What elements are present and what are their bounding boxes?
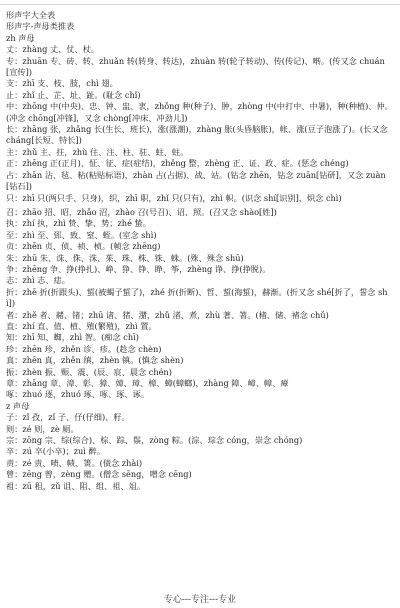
entry-line: 知：zhī 知、蜘，zhì 智。(痴念 chī) — [6, 332, 139, 343]
entry-line: 责：zé 责、啧、帻、箦。(债念 zhài) — [6, 457, 143, 468]
entry-line: 曾：zēng 曾，zèng 赠。(僧念 sēng，噌念 cēng) — [6, 469, 192, 480]
entry-line: 主：zhǔ 主、拄，zhù 住、注、柱、驻、蛀、蛀。 — [6, 146, 189, 157]
document-title: 形声字大全表 — [6, 10, 56, 20]
entry-line: 执：zhí 执，zhì 贽、挚、势；zhé 蛰。 — [6, 218, 151, 229]
entry-line: 祖：zū 租，zǔ 诅、阻、组、祖、俎。 — [6, 480, 146, 491]
entry-line: 者：zhě 者、赭、锗；zhū 诸、猪、潴，zhǔ 渚、煮，zhù 著、箸。(楮、储、褚念 chǔ) — [6, 309, 329, 320]
entry-line: 召：zhāo 招、昭，zhǎo 沼，zhào 召(号召)、诏、照。(召又念 shào[姓]) — [6, 206, 277, 217]
entry-line: 至：zhì 至、郅、致、窒、蛭。(室念 shì) — [6, 229, 157, 240]
entry-line: 支：zhī 支、枝、肢，chì 翅。 — [6, 78, 118, 89]
entry-line: 真：zhēn 真，zhěn 缜，zhèn 镇。(慎念 shèn) — [6, 355, 184, 366]
document-content — [6, 10, 394, 492]
entry-line: 志：zhì 志、痣。 — [6, 275, 70, 286]
entry-line: 专：zhuān 专、砖、转、zhuǎn 转(转身、转达)，zhuàn 转(轮子转动)、传(传记)、啭。(传又念 chuán[宣传]) — [6, 55, 385, 78]
entry-line: 则：zé 则，zè 厕。 — [6, 423, 79, 434]
entry-line: 子：zǐ 孜，zǐ 子、仔(仔细)、籽。 — [6, 412, 130, 423]
entry-line: 卒：zú 卒(小卒)；zuì 醉。 — [6, 446, 105, 457]
document-footer: 专心---专注---专业 — [163, 595, 237, 605]
entry-line: 珍：zhēn 珍，zhěn 诊、疹。(趁念 chèn) — [6, 343, 162, 354]
entry-line: 直：zhí 直、值、植、殖(繁殖)，zhì 置。 — [6, 320, 157, 331]
section-zh-2 — [6, 207, 394, 401]
entry-line: 丈：zhàng 丈、仗、杖。 — [6, 44, 100, 55]
entry-line: 宗：zōng 宗、综(综合)、棕、踪、鬃，zòng 粽。(淙、琮念 cóng，崇念 chóng) — [6, 435, 303, 446]
top-divider — [0, 4, 400, 5]
entry-line: 止：zhǐ 止、芷、址、趾。(耻念 chǐ) — [6, 89, 141, 100]
section-z — [6, 401, 394, 492]
entry-line: 只：zhī 只(两只手、只身)，织，zhī 职，zhǐ 只(只有)，zhì 帜。(识念 shí[识别]，炽念 chì) — [6, 192, 342, 203]
entry-line: 折：zhē 折(折跟头)、蜇(被蝎子蜇了)，zhé 折(折断)、哲、蜇(海蜇)，赫渐。(折又念 shé[折了，誓念 shì]) — [6, 286, 388, 309]
entry-line: 章：zhāng 章、漳、彰、獐、嫜、璋、樟、蟑(蟑螂)，zhàng 障、嶂、幛、瘴 — [6, 378, 289, 388]
entry-line: 正：zhēng 正(正月)、怔、征、症(症结)，zhěng 整，zhèng 正、证、政、症。(惩念 chéng) — [6, 158, 349, 169]
entry-line: 中：zhōng 中(中央)、忠、钟、盅、衷，zhǒng 种(种子)、肿，zhòng 中(中打中、中暑)，种(种植)、仲。(冲念 chōng[冲锋]，又念 chòng[冲床、冲劲儿]) — [6, 101, 393, 123]
entry-line: 占：zhān 沾、毡、粘(粘贴标语)，zhàn 占(占据)、战、站。(钻念 zhēn，钻念 zuān[钻研]，又念 zuàn[钻石]) — [6, 169, 386, 192]
section-heading: z 声母 — [6, 400, 30, 411]
entry-line: 振：zhèn 振、赈、震、(辰、宸、晨念 chén) — [6, 366, 172, 377]
entry-line: 争：zhēng 争、挣(挣扎)、峥、狰、铮、睁、筝，zhèng 诤、挣(挣脱)。 — [6, 263, 271, 274]
entry-line: 朱：zhū 朱、诛、侏、洙、茱、珠、株、铢、蛛。(殊、殊念 shū) — [6, 252, 244, 263]
document-subtitle: 形声字-声母类推表 — [6, 21, 75, 32]
section-heading: zh 声母 — [6, 32, 35, 43]
entry-line: 贞：zhēn 贞、侦、祯、桢。(帧念 zhēng) — [6, 241, 161, 252]
entry-line: 长：zhāng 张，zhǎng 长(生长、班长)，涨(涨潮)，zhàng 胀(头昏脑胀)，帐、涨(豆子泡涨了)。(长又念 cháng[长短、特长]) — [6, 124, 388, 146]
section-zh-1 — [6, 33, 394, 204]
entry-line: 啄：zhuó 逐，zhuó 琢、啄、琢、诼。 — [6, 389, 150, 400]
